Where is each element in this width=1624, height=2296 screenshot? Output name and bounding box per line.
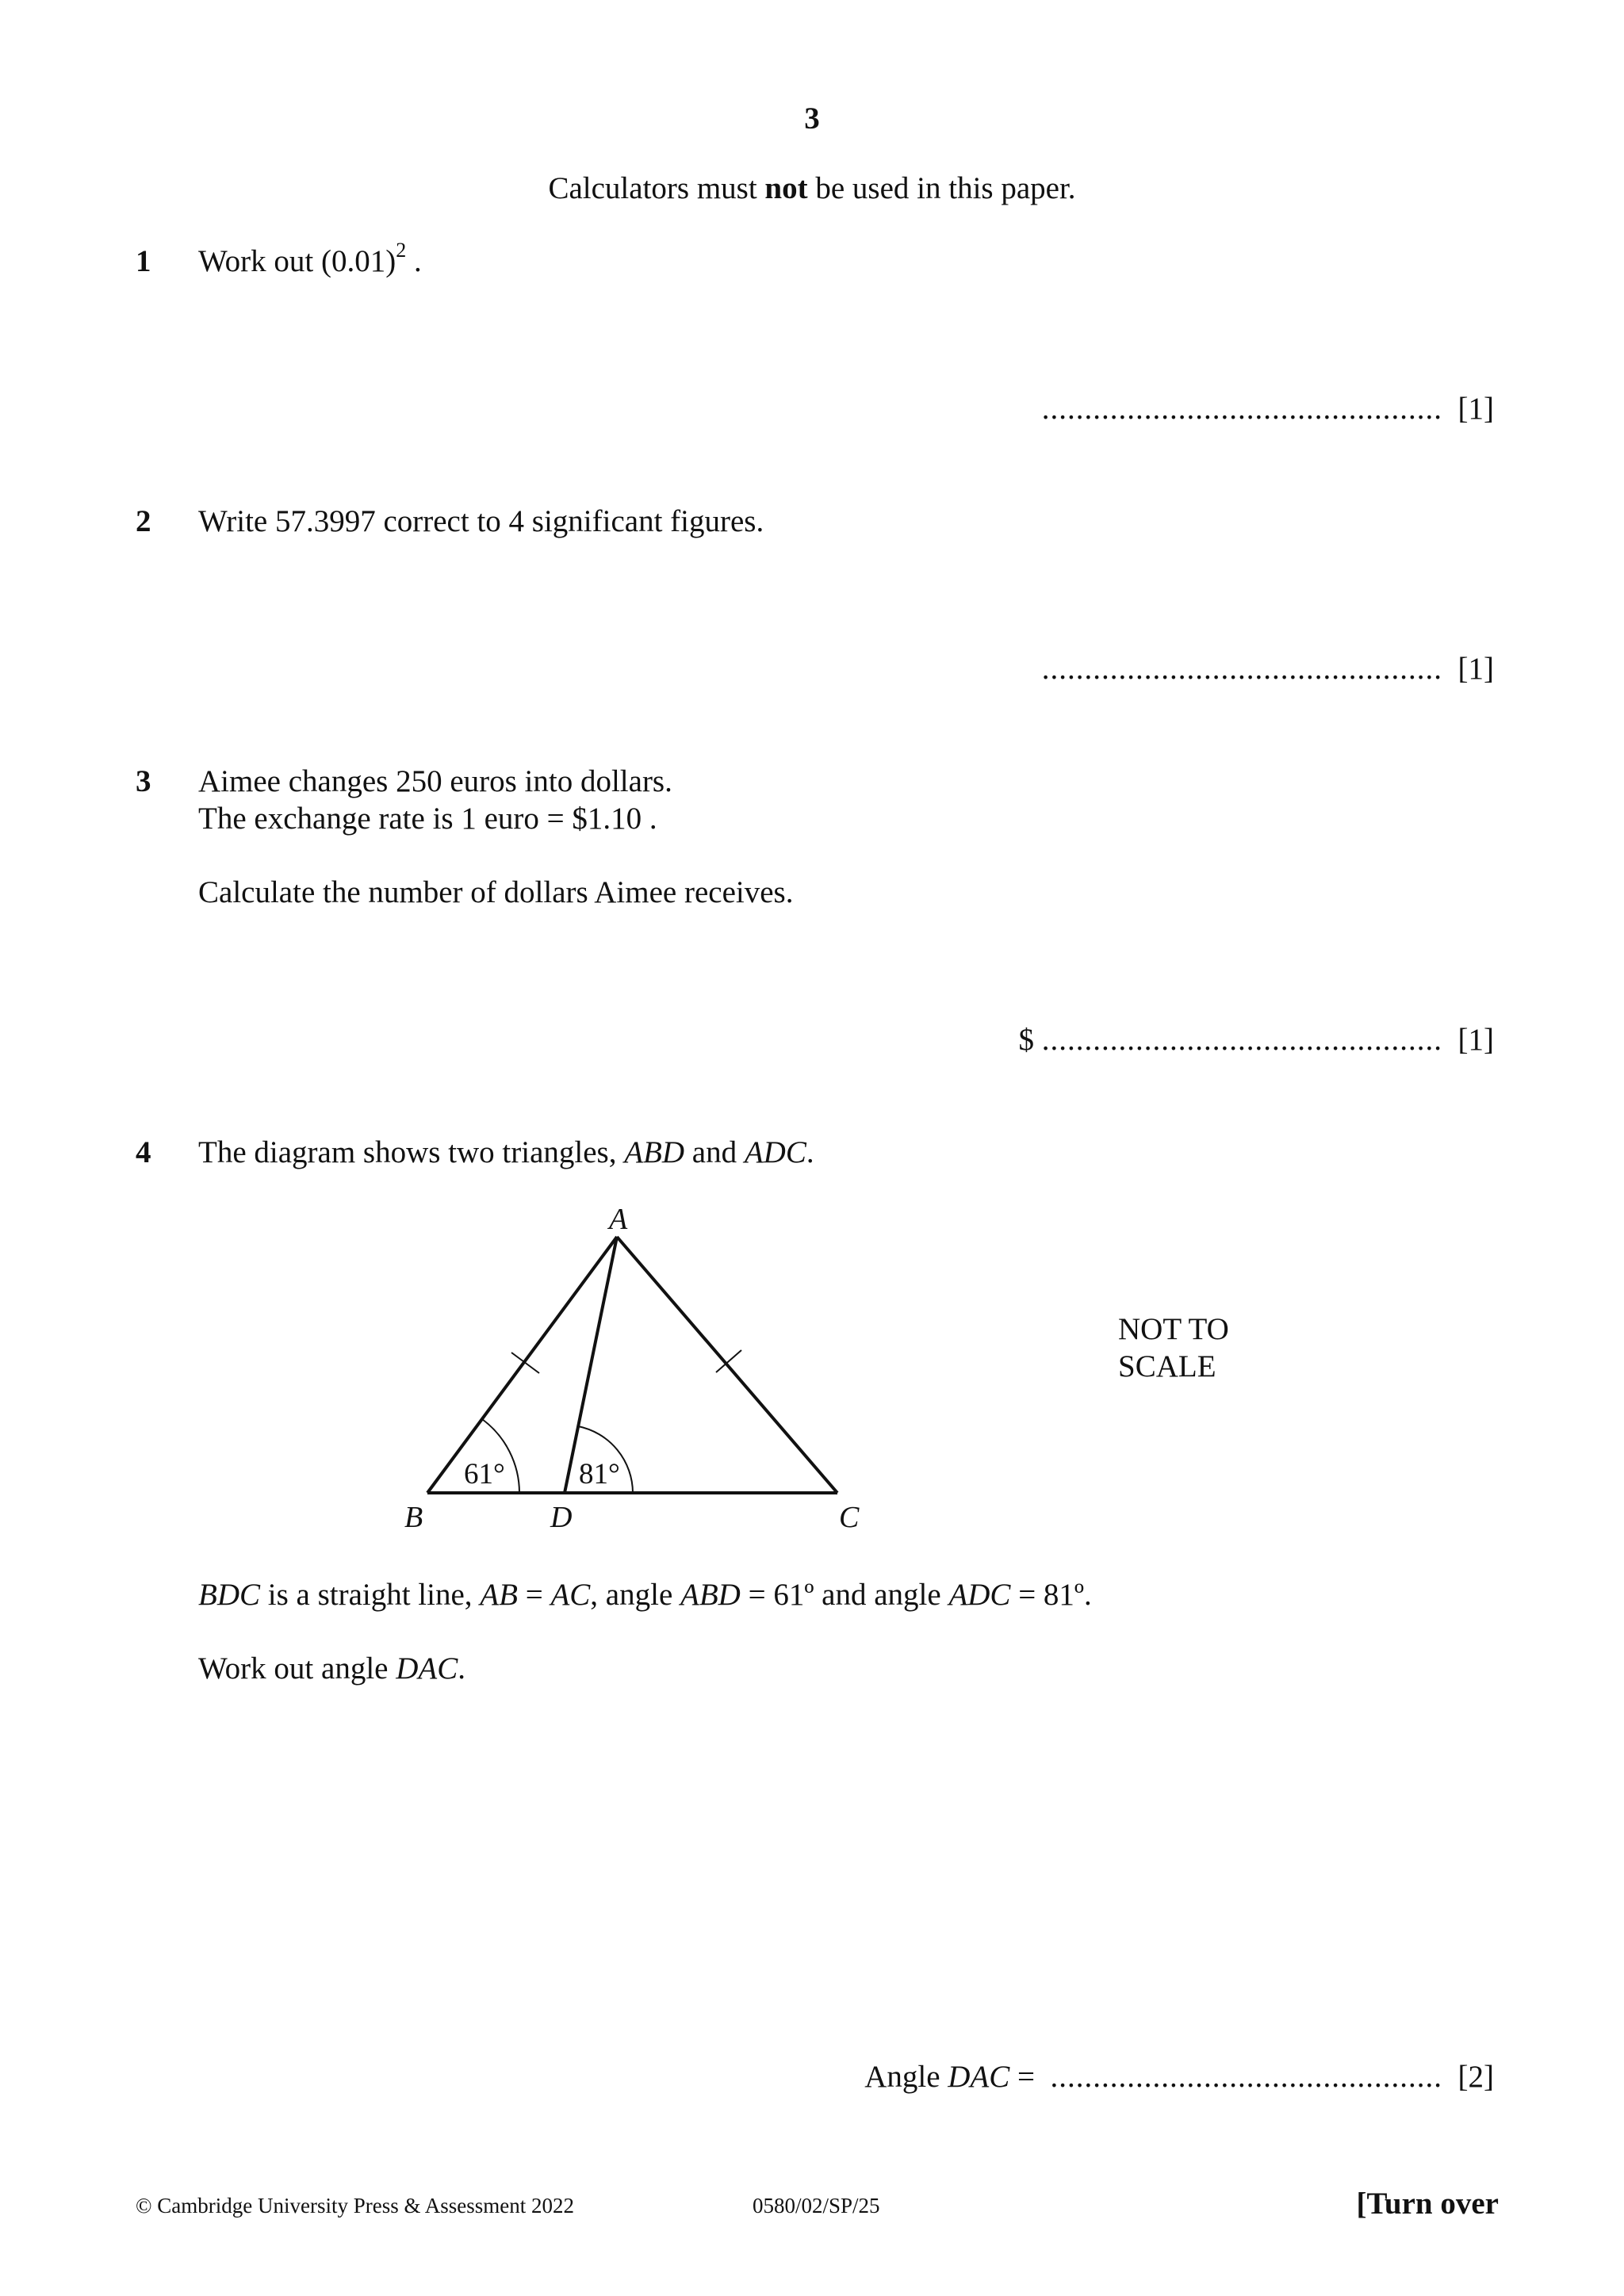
question-1-number: 1 xyxy=(136,244,151,278)
question-1-text xyxy=(198,239,422,280)
marks: [1] xyxy=(1457,1023,1494,1057)
vertex-label-a: A xyxy=(609,1203,628,1236)
vertex-label-d: D xyxy=(550,1501,573,1534)
question-1-answer-line[interactable] xyxy=(1042,392,1494,427)
answer-label: Angle DAC = xyxy=(864,2060,1036,2094)
segment-name: BDC xyxy=(198,1578,260,1612)
triangle-diagram xyxy=(381,1197,952,1538)
angle-label-d: 81° xyxy=(579,1458,620,1490)
answer-dots[interactable]: ............................................... xyxy=(1041,652,1443,686)
marks: [2] xyxy=(1457,2060,1494,2094)
question-4-prompt xyxy=(198,1651,465,1687)
instruction-text-before: Calculators must xyxy=(548,171,765,205)
instruction xyxy=(0,171,1624,207)
statement-text: , angle xyxy=(590,1578,681,1612)
intro-text: The diagram shows two triangles, xyxy=(198,1135,625,1169)
angle-name: ABD xyxy=(680,1578,741,1612)
prompt-text: Work out angle xyxy=(198,1651,396,1686)
segment-name: AC xyxy=(550,1578,591,1612)
line-ad xyxy=(565,1237,617,1493)
statement-text: = 81º. xyxy=(1010,1578,1092,1612)
question-3-line-2: The exchange rate is 1 euro = $1.10 . xyxy=(198,802,657,836)
question-3-answer-line[interactable] xyxy=(1019,1023,1494,1058)
not-to-scale-line-2: SCALE xyxy=(1118,1349,1216,1383)
question-3-number: 3 xyxy=(136,764,151,798)
question-4-number: 4 xyxy=(136,1135,151,1169)
answer-dots[interactable]: .............................................. xyxy=(1050,2060,1443,2094)
question-1-exponent: 2 xyxy=(396,239,407,262)
intro-text: and xyxy=(684,1135,745,1169)
question-4-statement xyxy=(198,1578,1092,1613)
intro-text: . xyxy=(806,1135,814,1169)
triangle-name: ADC xyxy=(744,1135,806,1169)
angle-name: ADC xyxy=(948,1578,1011,1612)
angle-name: DAC xyxy=(396,1651,458,1686)
question-3-prompt: Calculate the number of dollars Aimee receives. xyxy=(198,875,794,909)
footer-paper-code: 0580/02/SP/25 xyxy=(753,2194,880,2218)
vertex-label-c: C xyxy=(839,1501,860,1534)
marks: [1] xyxy=(1457,392,1494,426)
segment-name: AB xyxy=(480,1578,518,1612)
statement-text: is a straight line, xyxy=(260,1578,481,1612)
question-2-answer-line[interactable] xyxy=(1042,652,1494,687)
question-3-line-1: Aimee changes 250 euros into dollars. xyxy=(198,764,672,798)
statement-text: = xyxy=(517,1578,551,1612)
vertex-label-b: B xyxy=(404,1501,423,1534)
side-ab xyxy=(427,1237,617,1493)
footer-turn-over: [Turn over xyxy=(1356,2187,1499,2221)
not-to-scale-line-1: NOT TO xyxy=(1118,1312,1229,1346)
page-number: 3 xyxy=(804,101,820,136)
instruction-emphasis: not xyxy=(764,171,808,205)
side-ac xyxy=(617,1237,837,1493)
answer-prefix: $ xyxy=(1018,1023,1035,1057)
tick-mark-ab xyxy=(511,1353,539,1373)
question-1-expression: Work out (0.01) xyxy=(198,244,396,278)
triangle-name: ABD xyxy=(624,1135,685,1169)
answer-dots[interactable]: ............................................... xyxy=(1041,392,1443,426)
footer-copyright: © Cambridge University Press & Assessment 2022 xyxy=(136,2194,574,2218)
question-2-text: Write 57.3997 correct to 4 significant figures. xyxy=(198,504,764,538)
question-4-answer-line[interactable] xyxy=(864,2060,1494,2095)
question-4-intro xyxy=(198,1135,814,1171)
question-2-number: 2 xyxy=(136,504,151,538)
prompt-text: . xyxy=(458,1651,465,1686)
answer-dots[interactable]: ............................................... xyxy=(1041,1023,1443,1057)
question-1-text-end: . xyxy=(406,244,422,278)
marks: [1] xyxy=(1457,652,1494,686)
instruction-text-after: be used in this paper. xyxy=(807,171,1076,205)
statement-text: = 61º and angle xyxy=(740,1578,949,1612)
angle-label-b: 61° xyxy=(464,1458,505,1490)
